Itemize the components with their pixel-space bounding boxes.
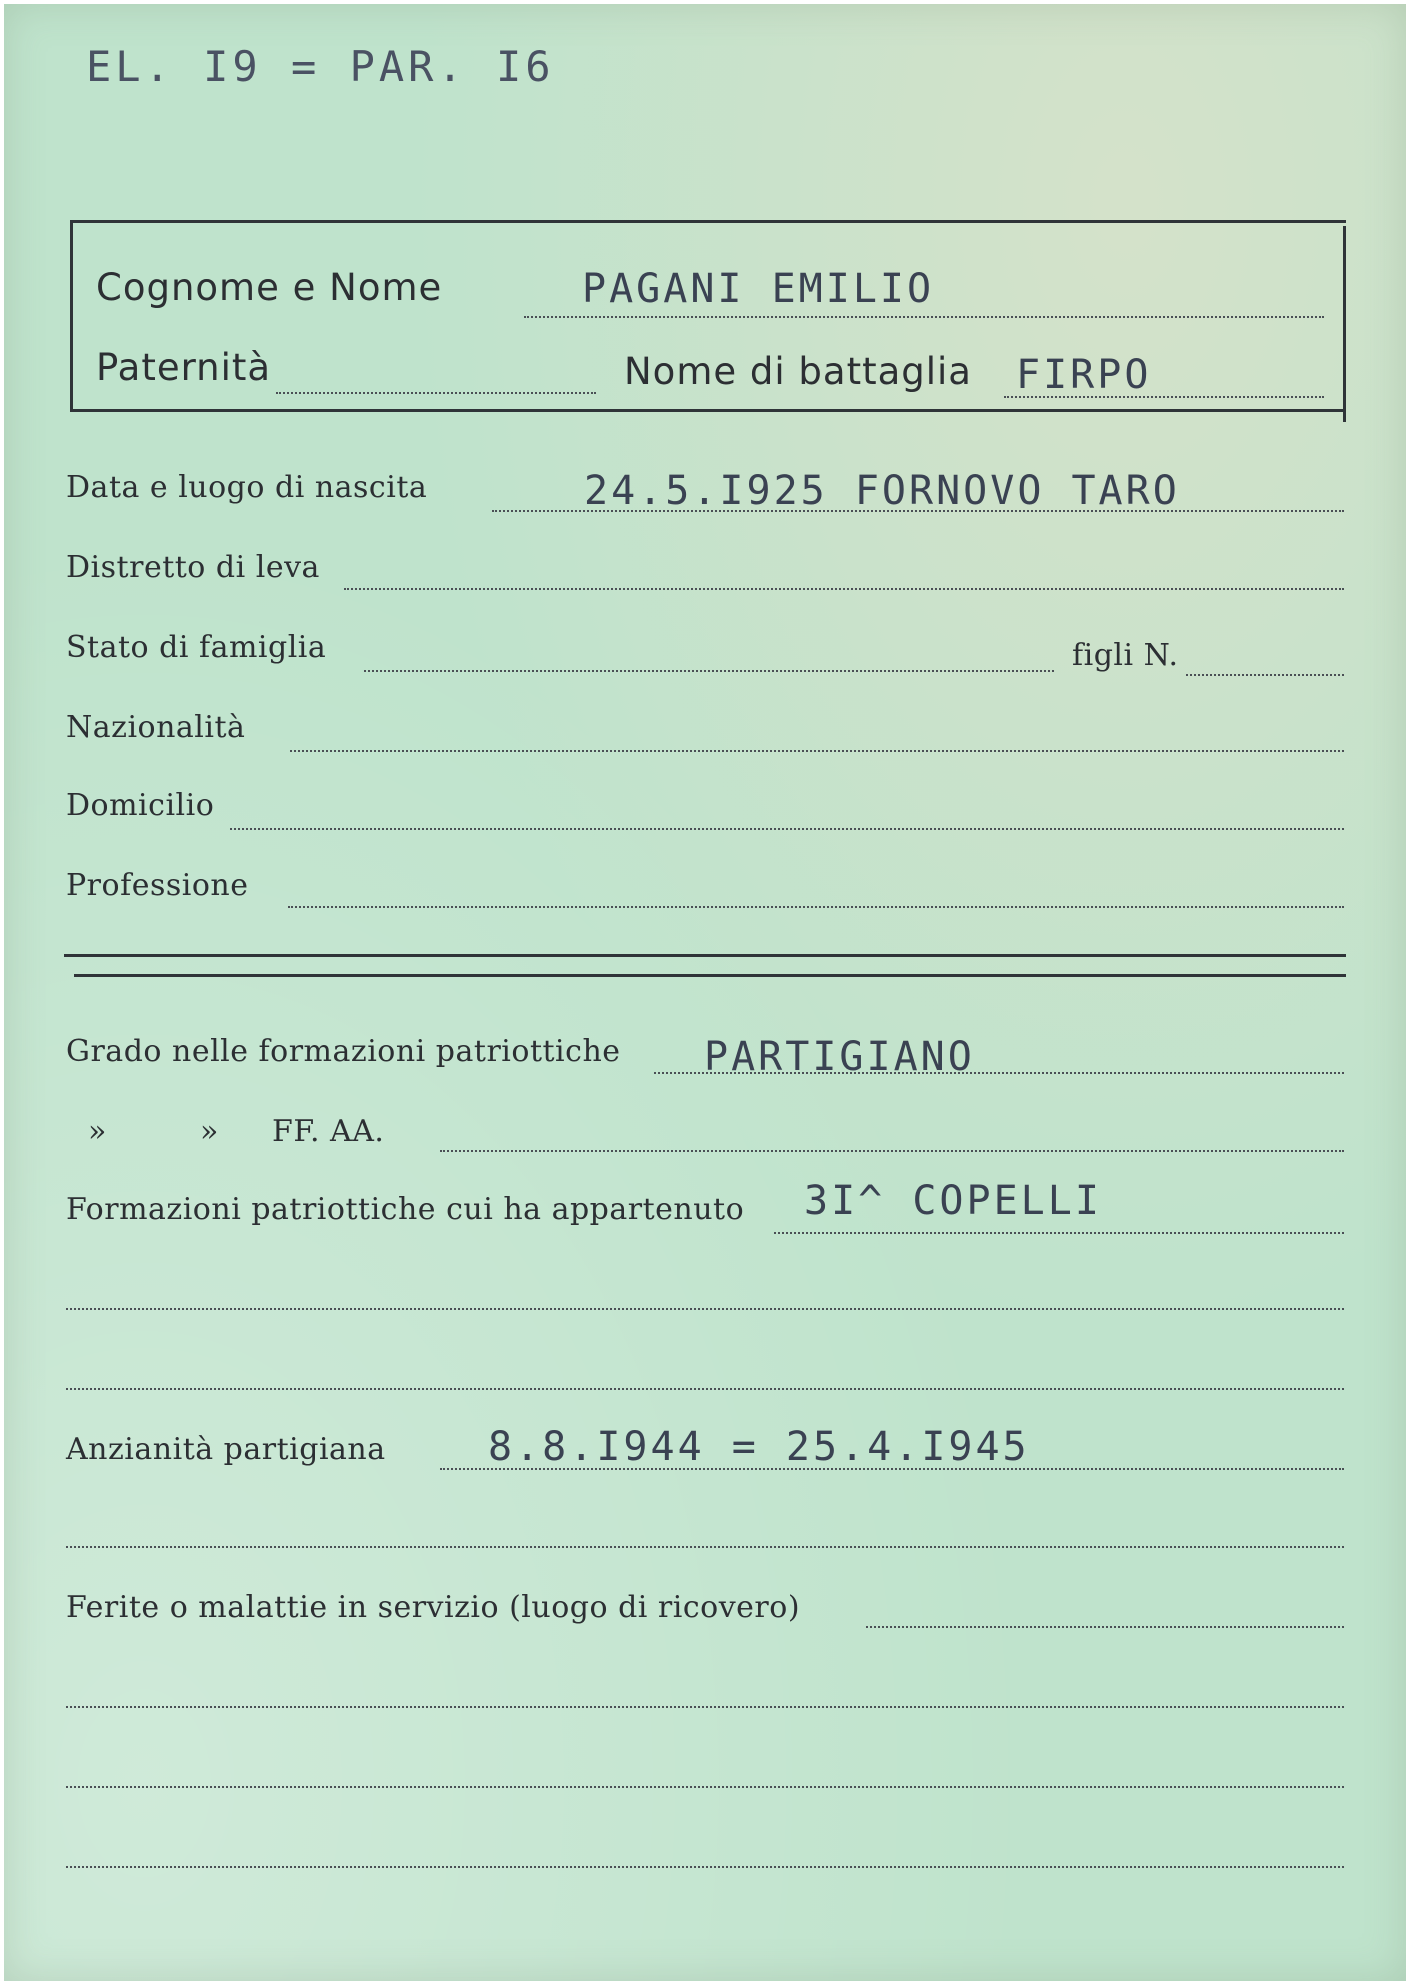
formations-line-3 (66, 1388, 1344, 1390)
name-value: PAGANI EMILIO (582, 266, 935, 312)
separator-rule-bottom (74, 974, 1346, 977)
separator-rule-top (64, 954, 1346, 957)
ffaa-line (440, 1150, 1344, 1152)
document-code: EL. I9 = PAR. I6 (86, 42, 555, 91)
battle-name-label: Nome di battaglia (624, 350, 972, 393)
birth-value: 24.5.I925 FORNOVO TARO (584, 468, 1180, 514)
nationality-label: Nazionalità (66, 710, 246, 745)
profession-label: Professione (66, 868, 249, 903)
nationality-line (290, 750, 1344, 752)
family-line (364, 670, 1054, 672)
box-right-rule (1343, 226, 1346, 422)
name-line (524, 316, 1324, 318)
family-label: Stato di famiglia (66, 630, 327, 665)
seniority-label: Anzianità partigiana (66, 1432, 386, 1467)
formations-value: 3I^ COPELLI (804, 1178, 1102, 1224)
seniority-line-2 (66, 1546, 1344, 1548)
wounds-line-2 (66, 1706, 1344, 1708)
rank-label: Grado nelle formazioni patriottiche (66, 1034, 621, 1069)
district-label: Distretto di leva (66, 550, 320, 585)
birth-label: Data e luogo di nascita (66, 470, 428, 505)
domicile-line (230, 828, 1344, 830)
wounds-line (866, 1626, 1344, 1628)
rank-value: PARTIGIANO (704, 1034, 975, 1080)
box-bottom-rule (70, 409, 1346, 412)
paternity-line (276, 392, 596, 394)
children-line (1186, 674, 1344, 676)
wounds-line-4 (66, 1866, 1344, 1868)
wounds-label: Ferite o malattie in servizio (luogo di ricovero) (66, 1590, 801, 1625)
ffaa-quote-2: » (200, 1114, 219, 1149)
name-label: Cognome e Nome (96, 266, 443, 309)
profession-line (288, 906, 1344, 908)
wounds-line-3 (66, 1786, 1344, 1788)
children-label: figli N. (1072, 638, 1179, 673)
formations-label: Formazioni patriottiche cui ha appartenuto (66, 1192, 745, 1227)
ffaa-quote-1: » (88, 1114, 107, 1149)
district-line (344, 588, 1344, 590)
seniority-value: 8.8.I944 = 25.4.I945 (488, 1424, 1030, 1470)
domicile-label: Domicilio (66, 788, 215, 823)
paternity-label: Paternità (96, 346, 272, 389)
box-left-rule (70, 220, 73, 412)
ffaa-label: FF. AA. (272, 1114, 385, 1149)
partisan-record-card (4, 4, 1406, 1981)
formations-line-2 (66, 1308, 1344, 1310)
formations-line (774, 1232, 1344, 1234)
box-top-rule (70, 220, 1346, 223)
battle-name-value: FIRPO (1016, 352, 1152, 398)
